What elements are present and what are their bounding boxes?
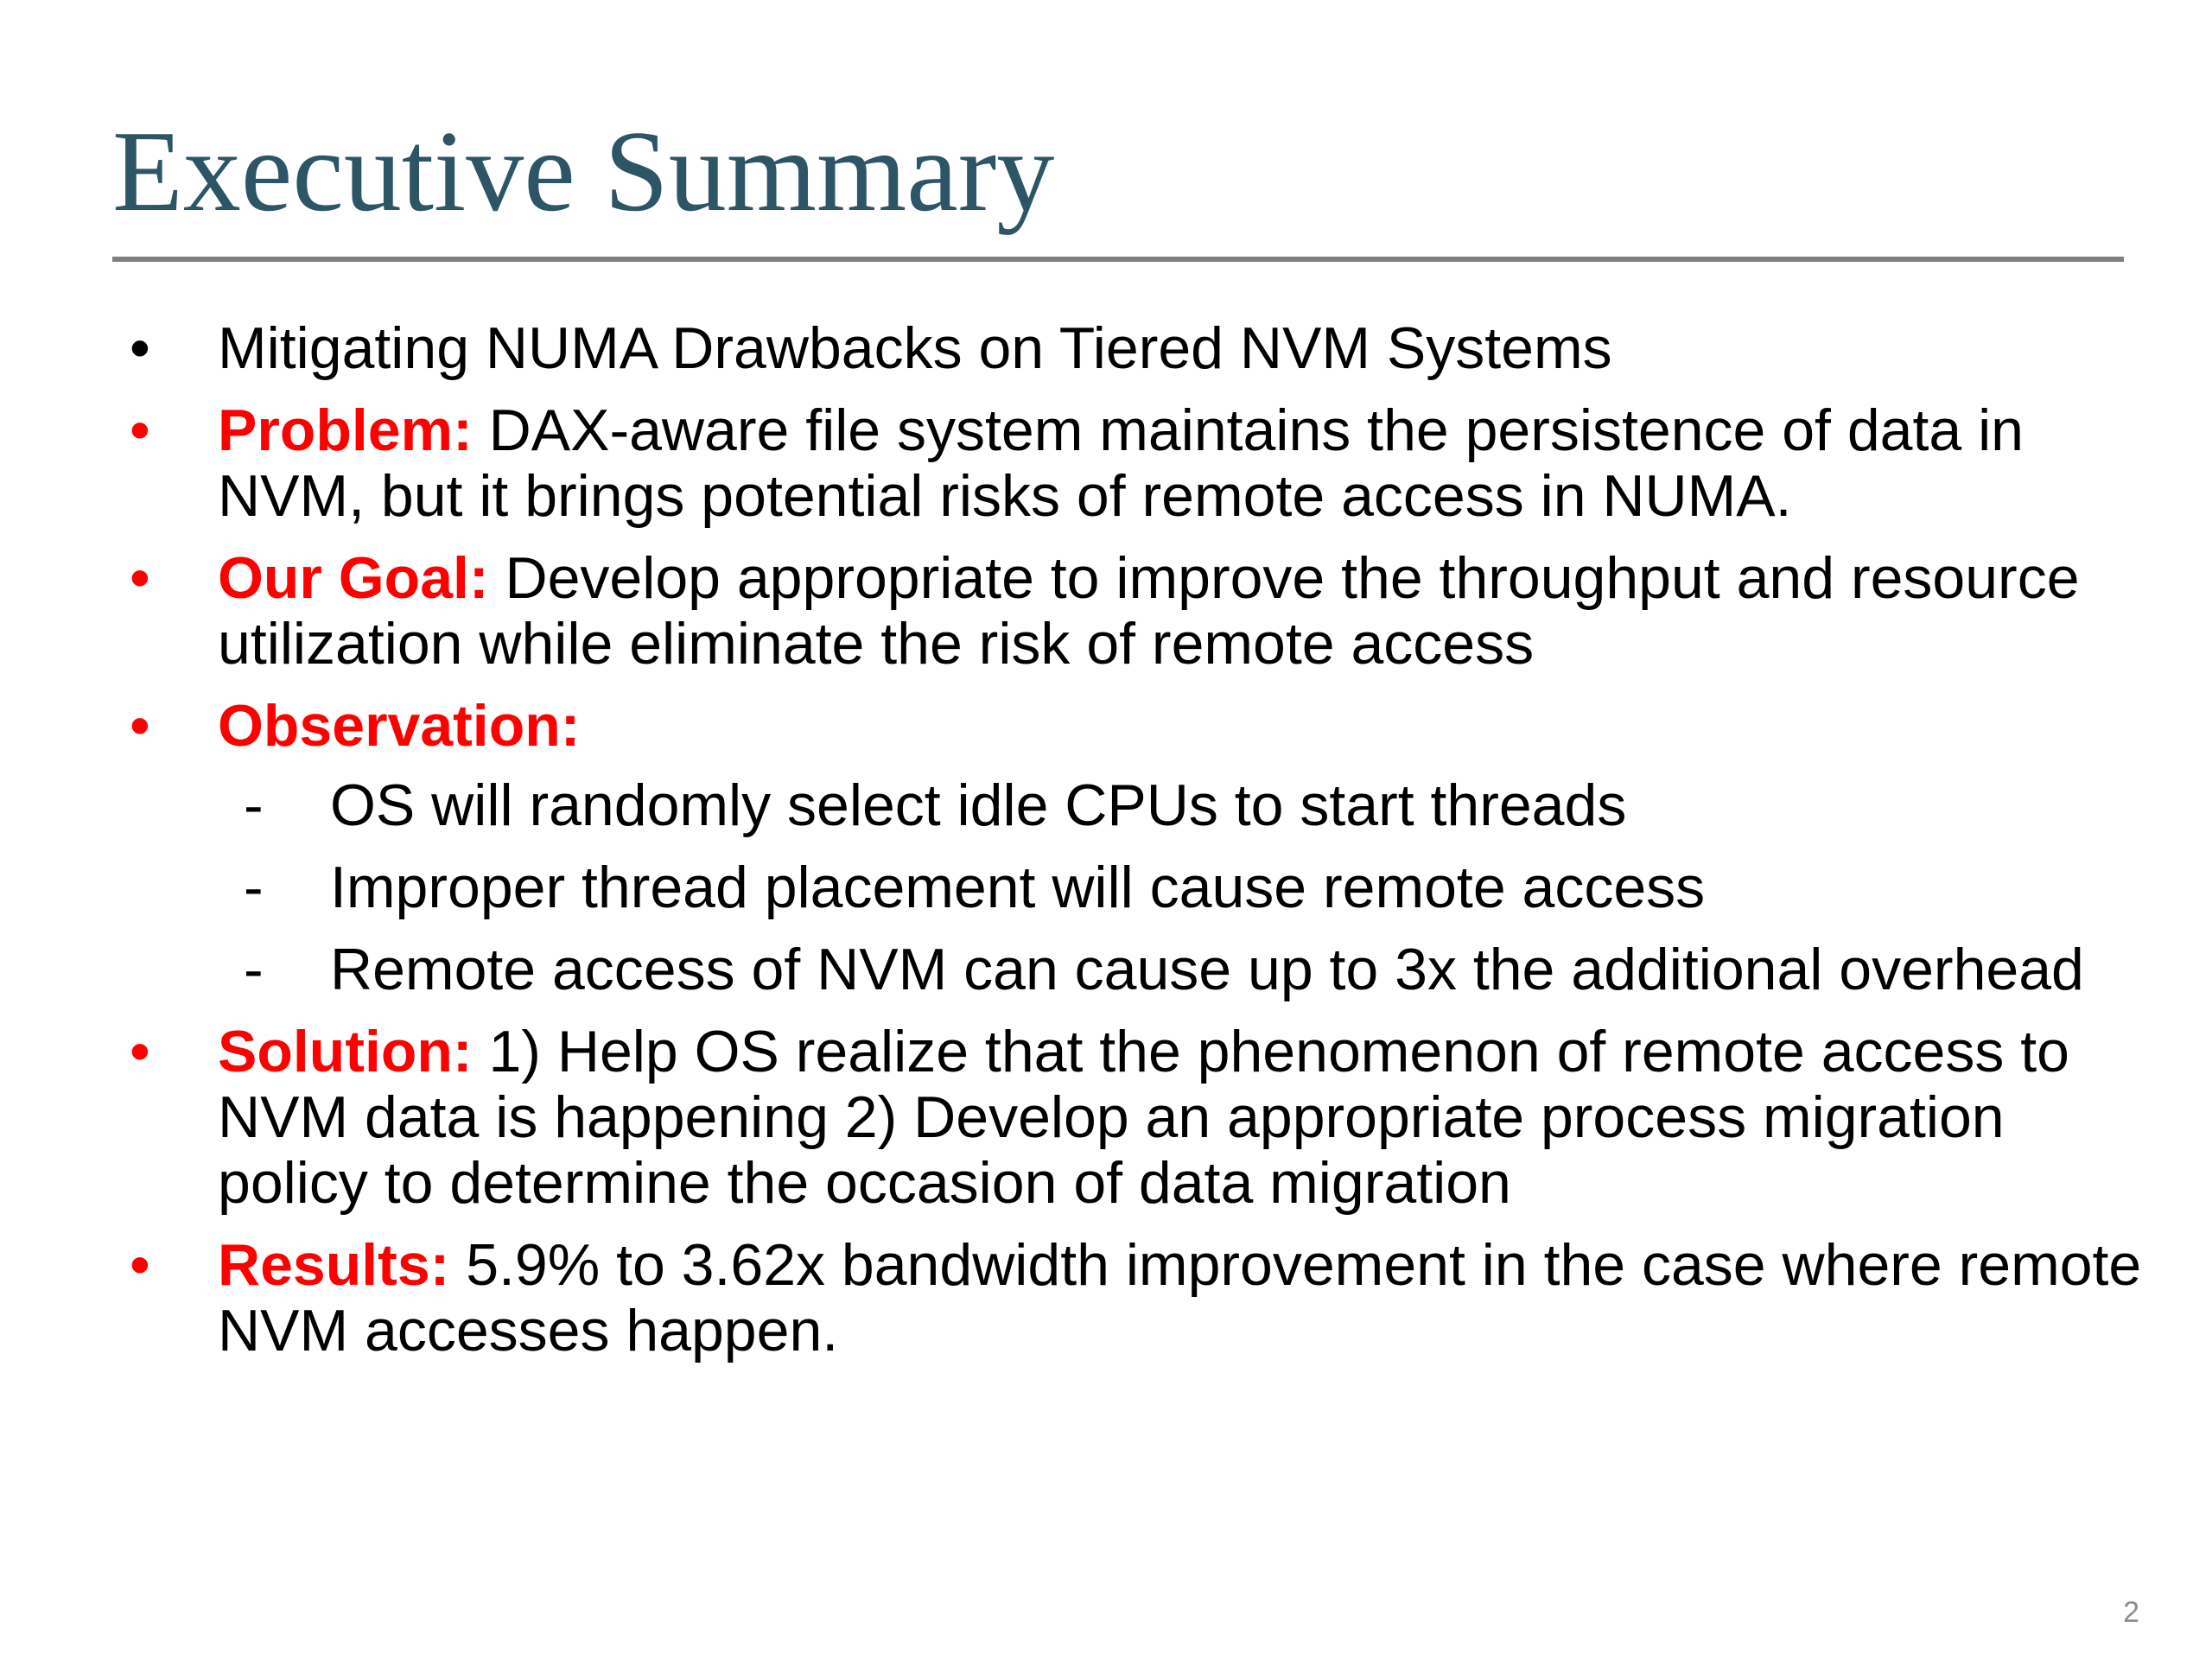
bullet-marker: • [130, 1232, 150, 1298]
sub-bullet-marker: - [244, 772, 264, 838]
bullet-marker: • [130, 1019, 150, 1084]
bullet-text: 1) Help OS realize that the phenomenon of remote access to NVM data is happening 2) Develop an appropriate process migration policy to determine the occasion of data migration [218, 1019, 2069, 1216]
title-divider [112, 257, 2124, 262]
sub-bullet-text: Improper thread placement will cause remote access [330, 855, 1706, 920]
bullet-item-solution [0, 1019, 2212, 1216]
bullet-text: 5.9% to 3.62x bandwidth improvement in the case where remote NVM accesses happen. [218, 1232, 2142, 1363]
bullet-text: Mitigating NUMA Drawbacks on Tiered NVM Systems [218, 315, 1612, 381]
slide-title: Executive Summary [112, 107, 1055, 235]
sub-bullet-item [0, 855, 2160, 920]
bullet-label: Observation: [218, 693, 581, 759]
bullet-marker: • [130, 397, 150, 463]
bullet-label: Solution: [218, 1019, 473, 1084]
bullet-text: DAX-aware file system maintains the persistence of data in NVM, but it brings potential risks of remote access in NUMA. [218, 397, 2024, 529]
sub-bullet-text: Remote access of NVM can cause up to 3x the additional overhead [330, 937, 2084, 1002]
bullet-marker: • [130, 693, 150, 759]
sub-bullet-text: OS will randomly select idle CPUs to start threads [330, 772, 1627, 838]
bullet-text: Develop appropriate to improve the throughput and resource utilization while eliminate the risk of remote access [218, 545, 2080, 677]
sub-bullet-marker: - [244, 937, 264, 1002]
bullet-label: Results: [218, 1232, 450, 1298]
bullet-item-problem [0, 397, 2212, 529]
bullet-marker: • [130, 545, 150, 611]
sub-bullet-marker: - [244, 855, 264, 920]
sub-bullet-item [0, 937, 2160, 1002]
page-number: 2 [2123, 1596, 2139, 1629]
sub-bullet-list [218, 772, 2160, 1002]
bullet-item-observation [0, 693, 2212, 1002]
bullet-item-results [0, 1232, 2212, 1363]
bullet-item-goal [0, 545, 2212, 677]
bullet-label: Our Goal: [218, 545, 489, 611]
sub-bullet-item [0, 772, 2160, 838]
bullet-marker: • [130, 315, 150, 381]
bullet-list [0, 315, 2212, 1380]
bullet-label: Problem: [218, 397, 473, 463]
bullet-item [0, 315, 2212, 381]
